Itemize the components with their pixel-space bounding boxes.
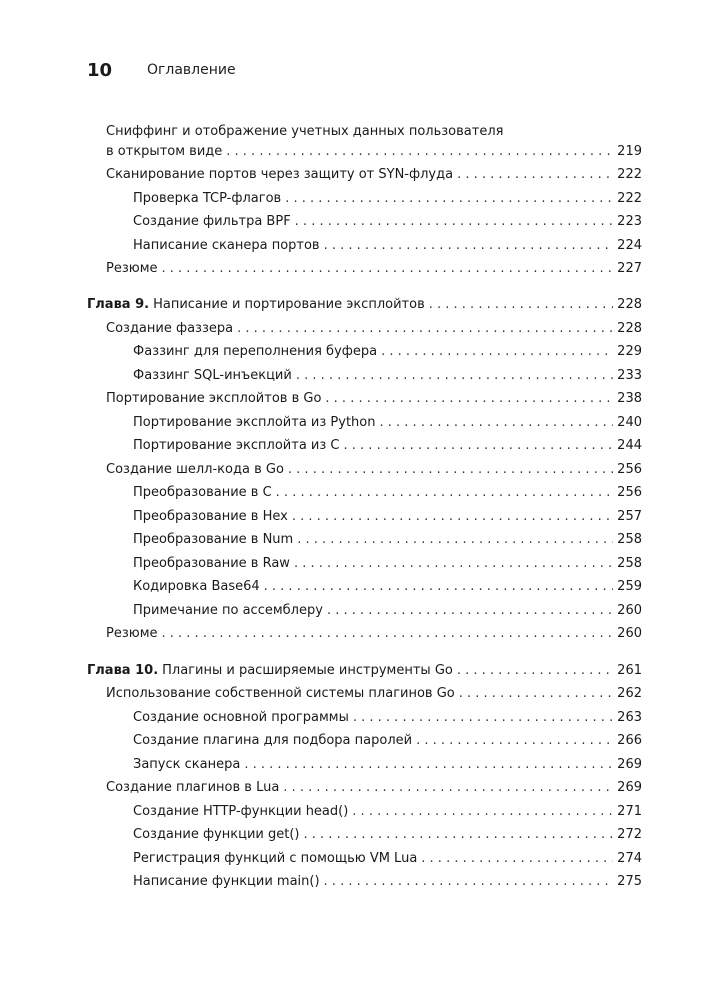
- toc-entry[interactable]: [106, 624, 642, 644]
- page-header: [87, 60, 647, 86]
- chapter-label: Глава 10.: [87, 663, 159, 678]
- toc-entry[interactable]: [133, 577, 642, 597]
- toc-entry[interactable]: [133, 755, 642, 775]
- toc-entry[interactable]: [106, 165, 642, 185]
- toc-page-number: 258: [617, 556, 642, 571]
- toc-entry-line: Сниффинг и отображение учетных данных пользователя: [106, 124, 504, 139]
- dot-leader: [297, 530, 613, 550]
- toc-entry[interactable]: [106, 259, 642, 279]
- toc-page-number: 223: [617, 214, 642, 229]
- toc-page-number: 272: [617, 827, 642, 842]
- toc-entry-title: Кодировка Base64: [133, 579, 260, 594]
- toc-entry[interactable]: [133, 872, 642, 892]
- toc-page-number: 256: [617, 485, 642, 500]
- toc-entry-title: Написание и портирование эксплойтов: [153, 297, 425, 312]
- toc-entry[interactable]: [133, 189, 642, 209]
- dot-leader: [294, 554, 613, 574]
- toc-entry-title: Создание HTTP-функции head(): [133, 804, 349, 819]
- toc-page-number: 260: [617, 626, 642, 641]
- toc-entry[interactable]: [133, 731, 642, 751]
- toc-page-number: 240: [617, 415, 642, 430]
- toc-page-number: 229: [617, 344, 642, 359]
- toc-entry-title: Плагины и расширяемые инструменты Go: [162, 663, 453, 678]
- toc-entry-title: Фаззинг SQL-инъекций: [133, 368, 292, 383]
- toc-entry[interactable]: [133, 708, 642, 728]
- running-head: Оглавление: [147, 62, 236, 78]
- toc-entry[interactable]: [133, 342, 642, 362]
- dot-leader: [226, 142, 613, 162]
- toc-entry-title: Преобразование в C: [133, 485, 272, 500]
- toc-page-number: 261: [617, 663, 642, 678]
- toc-page-number: 258: [617, 532, 642, 547]
- dot-leader: [276, 483, 614, 503]
- toc-entry[interactable]: [106, 142, 642, 162]
- dot-leader: [324, 236, 614, 256]
- toc-page-number: 228: [617, 321, 642, 336]
- dot-leader: [380, 413, 614, 433]
- toc-entry[interactable]: [133, 436, 642, 456]
- toc-entry[interactable]: [133, 507, 642, 527]
- dot-leader: [295, 212, 614, 232]
- toc-entry[interactable]: [133, 802, 642, 822]
- chapter-label: Глава 9.: [87, 297, 150, 312]
- toc-page-number: 222: [617, 191, 642, 206]
- toc-entry-title: Сканирование портов через защиту от SYN-флуда: [106, 167, 454, 182]
- toc-entry-title: Создание плагинов в Lua: [106, 780, 280, 795]
- dot-leader: [327, 601, 613, 621]
- toc-entry-title: Портирование эксплойта из C: [133, 438, 340, 453]
- toc-entry-title: Регистрация функций с помощью VM Lua: [133, 851, 418, 866]
- dot-leader: [304, 825, 614, 845]
- toc-chapter[interactable]: [87, 295, 642, 315]
- dot-leader: [283, 778, 613, 798]
- toc-entry[interactable]: [133, 212, 642, 232]
- dot-leader: [162, 259, 614, 279]
- toc-page-number: 222: [617, 167, 642, 182]
- dot-leader: [429, 295, 613, 315]
- toc-entry[interactable]: [133, 236, 642, 256]
- toc-entry-title: Преобразование в Hex: [133, 509, 288, 524]
- toc-page-number: 238: [617, 391, 642, 406]
- toc-page-number: 227: [617, 261, 642, 276]
- toc-entry[interactable]: [133, 413, 642, 433]
- dot-leader: [459, 684, 613, 704]
- toc-entry-title: Портирование эксплойта из Python: [133, 415, 376, 430]
- toc-entry[interactable]: [133, 366, 642, 386]
- toc-entry-title: Создание шелл-кода в Go: [106, 462, 284, 477]
- page-number: 10: [87, 60, 113, 81]
- dot-leader: [296, 366, 613, 386]
- toc-entry[interactable]: [133, 554, 642, 574]
- dot-leader: [324, 872, 614, 892]
- toc-entry-title: в открытом виде: [106, 144, 223, 159]
- toc-entry[interactable]: [133, 483, 642, 503]
- toc-entry[interactable]: [133, 530, 642, 550]
- toc-page-number: 256: [617, 462, 642, 477]
- toc-page-number: 260: [617, 603, 642, 618]
- toc-entry[interactable]: [133, 601, 642, 621]
- toc-entry-title: Примечание по ассемблеру: [133, 603, 323, 618]
- dot-leader: [325, 389, 613, 409]
- toc-page-number: 269: [617, 780, 642, 795]
- dot-leader: [353, 708, 613, 728]
- toc-entry-title: Использование собственной системы плагинов Go: [106, 686, 455, 701]
- dot-leader: [457, 165, 613, 185]
- toc-entry[interactable]: [106, 389, 642, 409]
- dot-leader: [237, 319, 613, 339]
- dot-leader: [421, 849, 613, 869]
- dot-leader: [264, 577, 614, 597]
- toc-entry[interactable]: [106, 778, 642, 798]
- dot-leader: [352, 802, 613, 822]
- toc-entry[interactable]: [133, 849, 642, 869]
- toc-page-number: 219: [617, 144, 642, 159]
- toc-page-number: 224: [617, 238, 642, 253]
- dot-leader: [292, 507, 613, 527]
- toc-entry-title: Создание плагина для подбора паролей: [133, 733, 413, 748]
- dot-leader: [285, 189, 613, 209]
- toc-page-number: 271: [617, 804, 642, 819]
- dot-leader: [244, 755, 613, 775]
- toc-entry-title: Создание основной программы: [133, 710, 349, 725]
- toc-entry-title: Резюме: [106, 261, 158, 276]
- toc-entry[interactable]: [106, 684, 642, 704]
- dot-leader: [162, 624, 614, 644]
- toc-page-number: 266: [617, 733, 642, 748]
- toc-entry-title: Резюме: [106, 626, 158, 641]
- dot-leader: [344, 436, 614, 456]
- toc-entry[interactable]: [106, 319, 642, 339]
- toc-entry-title: Преобразование в Num: [133, 532, 294, 547]
- toc-entry-title: Преобразование в Raw: [133, 556, 290, 571]
- toc-page-number: 262: [617, 686, 642, 701]
- toc-entry-title: Создание фаззера: [106, 321, 234, 336]
- dot-leader: [457, 661, 613, 681]
- toc-page-number: 257: [617, 509, 642, 524]
- toc-page-number: 274: [617, 851, 642, 866]
- dot-leader: [416, 731, 613, 751]
- toc-chapter[interactable]: [87, 661, 642, 681]
- toc-entry-title: Создание функции get(): [133, 827, 300, 842]
- dot-leader: [381, 342, 613, 362]
- toc-page-number: 275: [617, 874, 642, 889]
- toc-page-number: 233: [617, 368, 642, 383]
- toc-entry-title: Создание фильтра BPF: [133, 214, 291, 229]
- toc-page-number: 228: [617, 297, 642, 312]
- toc-entry-title: Портирование эксплойтов в Go: [106, 391, 322, 406]
- toc-entry-title: Запуск сканера: [133, 757, 241, 772]
- toc-page-number: 259: [617, 579, 642, 594]
- toc-page-number: 263: [617, 710, 642, 725]
- dot-leader: [288, 460, 613, 480]
- toc-page-number: 269: [617, 757, 642, 772]
- toc-entry[interactable]: [133, 825, 642, 845]
- toc-entry-title: Написание сканера портов: [133, 238, 320, 253]
- toc-entry-title: Проверка TCP-флагов: [133, 191, 282, 206]
- toc-entry-title: Фаззинг для переполнения буфера: [133, 344, 378, 359]
- toc-page-number: 244: [617, 438, 642, 453]
- toc-entry-title: Написание функции main(): [133, 874, 320, 889]
- toc-entry[interactable]: [106, 460, 642, 480]
